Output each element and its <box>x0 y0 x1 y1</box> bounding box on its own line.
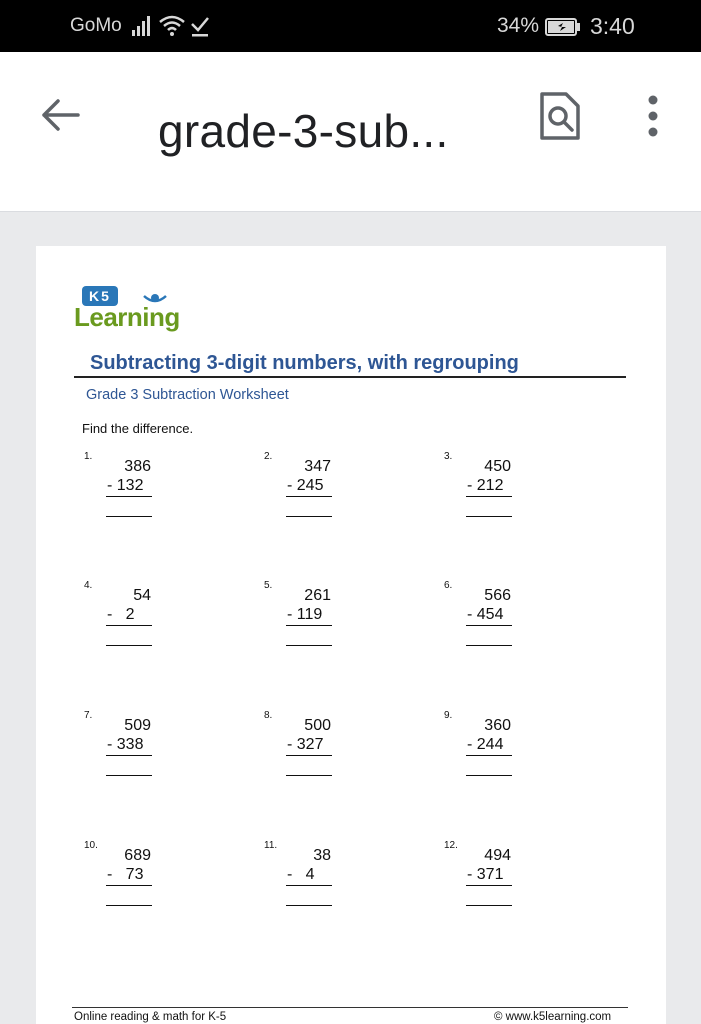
minuend: 54 <box>133 587 151 604</box>
problem-9 <box>444 710 554 780</box>
problem-number: 1. <box>84 451 93 462</box>
worksheet-subtitle: Grade 3 Subtraction Worksheet <box>86 387 289 403</box>
answer-line[interactable] <box>466 645 512 646</box>
subtrahend: - 2 <box>107 606 135 623</box>
subtraction-rule <box>286 625 332 626</box>
subtrahend: - 338 <box>107 736 144 753</box>
problem-3 <box>444 451 554 521</box>
worksheet-title: Subtracting 3-digit numbers, with regrouping <box>90 352 519 374</box>
problem-1 <box>84 451 194 521</box>
problem-10 <box>84 840 194 910</box>
problem-11 <box>264 840 374 910</box>
subtraction-rule <box>286 496 332 497</box>
problem-4 <box>84 580 194 650</box>
problem-number: 9. <box>444 710 453 721</box>
problem-number: 3. <box>444 451 453 462</box>
minuend: 261 <box>304 587 331 604</box>
instructions: Find the difference. <box>82 421 194 436</box>
subtraction-rule <box>466 885 512 886</box>
app-bar <box>0 52 701 212</box>
document-search-icon[interactable] <box>536 90 584 142</box>
subtrahend: - 212 <box>467 477 504 494</box>
minuend: 38 <box>313 847 331 864</box>
minuend: 689 <box>124 847 151 864</box>
status-bar <box>0 0 701 52</box>
subtraction-rule <box>106 625 152 626</box>
problem-7 <box>84 710 194 780</box>
subtrahend: - 454 <box>467 606 504 623</box>
subtrahend: - 244 <box>467 736 504 753</box>
subtraction-rule <box>286 755 332 756</box>
subtrahend: - 4 <box>287 866 315 883</box>
answer-line[interactable] <box>106 645 152 646</box>
download-done-icon <box>190 15 210 37</box>
subtraction-rule <box>106 755 152 756</box>
subtrahend: - 327 <box>287 736 324 753</box>
footer-divider <box>72 1007 628 1008</box>
more-vertical-icon[interactable] <box>636 92 670 142</box>
minuend: 450 <box>484 458 511 475</box>
signal-icon <box>131 16 153 36</box>
subtraction-rule <box>466 625 512 626</box>
minuend: 494 <box>484 847 511 864</box>
problem-number: 4. <box>84 580 93 591</box>
answer-line[interactable] <box>106 516 152 517</box>
problem-number: 2. <box>264 451 273 462</box>
subtraction-rule <box>466 496 512 497</box>
logo-badge: K5 <box>82 286 118 306</box>
problem-12 <box>444 840 554 910</box>
problem-number: 7. <box>84 710 93 721</box>
answer-line[interactable] <box>286 775 332 776</box>
minuend: 500 <box>304 717 331 734</box>
answer-line[interactable] <box>286 516 332 517</box>
answer-line[interactable] <box>286 905 332 906</box>
subtrahend: - 245 <box>287 477 324 494</box>
wifi-icon <box>158 13 186 37</box>
problem-number: 6. <box>444 580 453 591</box>
problem-2 <box>264 451 374 521</box>
answer-line[interactable] <box>106 905 152 906</box>
battery-icon <box>545 18 581 36</box>
subtraction-rule <box>466 755 512 756</box>
document-page[interactable] <box>36 246 666 1024</box>
answer-line[interactable] <box>106 775 152 776</box>
minuend: 509 <box>124 717 151 734</box>
clock: 3:40 <box>590 13 635 39</box>
problem-6 <box>444 580 554 650</box>
title-divider <box>74 376 626 378</box>
minuend: 386 <box>124 458 151 475</box>
logo-text: Learning <box>74 302 180 332</box>
answer-line[interactable] <box>466 775 512 776</box>
problem-number: 11. <box>264 840 278 851</box>
arrow-left-icon[interactable] <box>36 90 86 140</box>
carrier-label: GoMo <box>70 15 122 36</box>
subtraction-rule <box>106 885 152 886</box>
subtrahend: - 119 <box>287 606 323 623</box>
subtrahend: - 132 <box>107 477 144 494</box>
answer-line[interactable] <box>286 645 332 646</box>
answer-line[interactable] <box>466 516 512 517</box>
document-title: grade-3-sub... <box>158 105 449 157</box>
minuend: 566 <box>484 587 511 604</box>
problem-8 <box>264 710 374 780</box>
problem-number: 5. <box>264 580 273 591</box>
battery-percent: 34% <box>497 14 540 37</box>
problem-number: 8. <box>264 710 273 721</box>
footer-tagline: Online reading & math for K-5 <box>74 1011 227 1023</box>
minuend: 347 <box>304 458 331 475</box>
problem-number: 10. <box>84 840 98 851</box>
answer-line[interactable] <box>466 905 512 906</box>
person-icon <box>142 292 168 314</box>
problem-number: 12. <box>444 840 458 851</box>
problem-5 <box>264 580 374 650</box>
footer-website: © www.k5learning.com <box>494 1011 612 1023</box>
k5-learning-logo <box>74 286 194 334</box>
subtrahend: - 73 <box>107 866 144 883</box>
subtraction-rule <box>106 496 152 497</box>
subtraction-rule <box>286 885 332 886</box>
minuend: 360 <box>484 717 511 734</box>
subtrahend: - 371 <box>467 866 504 883</box>
